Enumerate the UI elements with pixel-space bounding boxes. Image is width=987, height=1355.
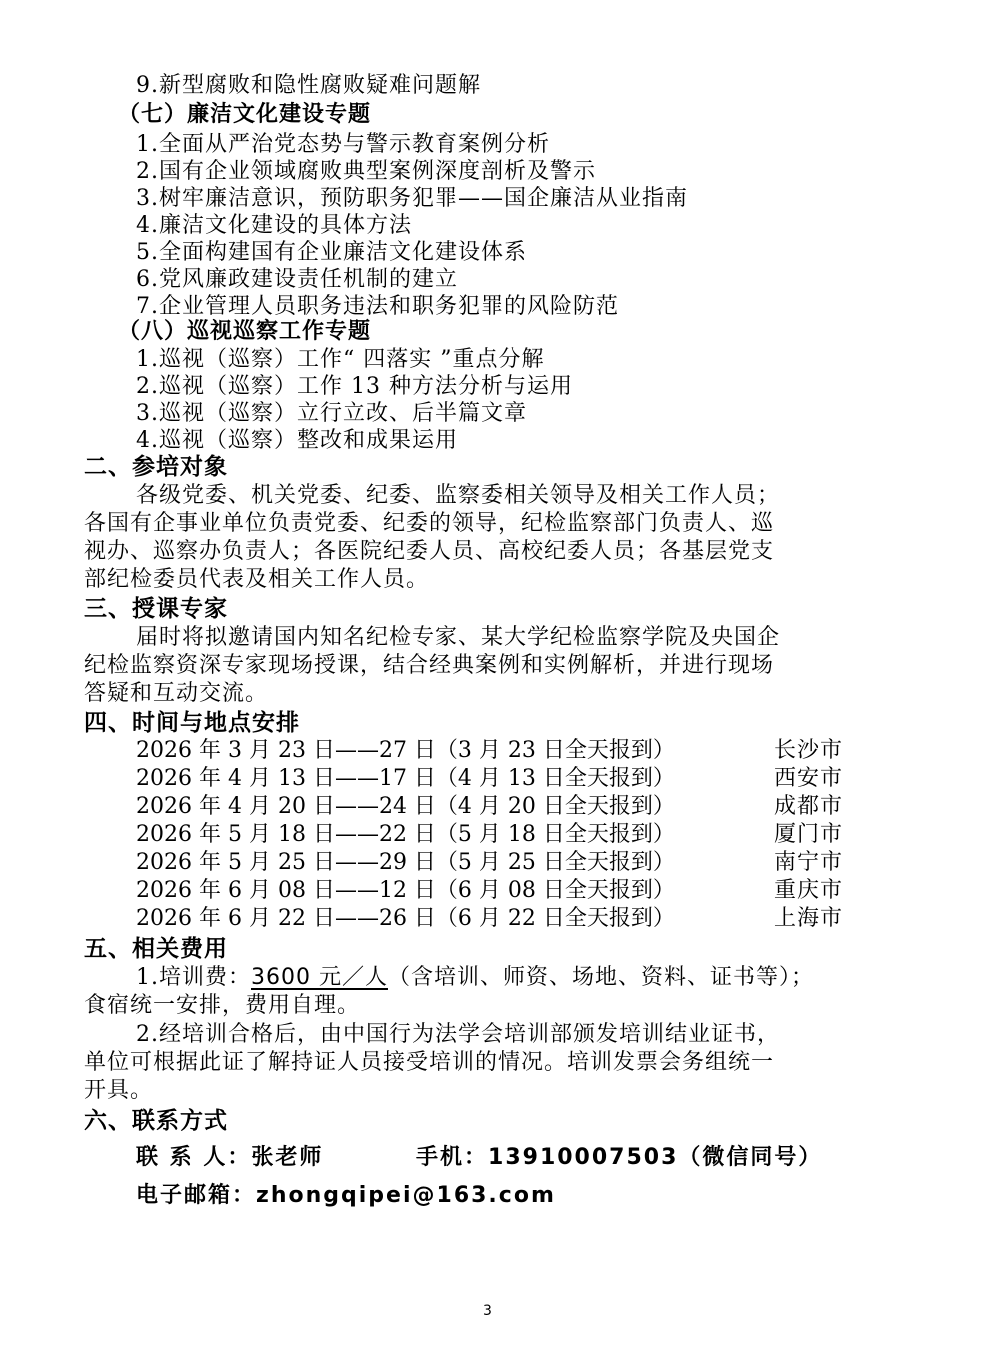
section-heading: 六、联系方式: [84, 1108, 228, 1134]
paragraph-line: 纪检监察资深专家现场授课，结合经典案例和实例解析，并进行现场: [84, 653, 775, 678]
contact-email-line: [136, 1178, 556, 1209]
list-item: 3.巡视（巡察）立行立改、后半篇文章: [136, 401, 527, 426]
contact-email-label: 电子邮箱：: [136, 1183, 257, 1208]
section-heading: 五、相关费用: [84, 936, 228, 962]
list-item: 4.廉洁文化建设的具体方法: [136, 213, 412, 238]
schedule-city: 南宁市: [774, 850, 844, 875]
paragraph-line: 单位可根据此证了解持证人员接受培训的情况。培训发票会务组统一: [84, 1050, 775, 1075]
paragraph-line: 2.经培训合格后，由中国行为法学会培训部颁发培训结业证书，: [136, 1022, 780, 1047]
fee-label: 1.培训费：: [136, 965, 251, 990]
list-item: 1.全面从严治党态势与警示教育案例分析: [136, 132, 550, 157]
schedule-date: 2026 年 4 月 20 日——24 日（4 月 20 日全天报到）: [136, 794, 675, 819]
list-item: 7.企业管理人员职务违法和职务犯罪的风险防范: [136, 294, 619, 319]
paragraph-line: 答疑和互动交流。: [84, 681, 269, 706]
schedule-date: 2026 年 5 月 25 日——29 日（5 月 25 日全天报到）: [136, 850, 675, 875]
contact-email[interactable]: zhongqipei@163.com: [256, 1183, 556, 1208]
contact-person: 张老师: [251, 1145, 324, 1170]
section-title: （八）巡视巡察工作专题: [118, 319, 372, 344]
schedule-date: 2026 年 6 月 08 日——12 日（6 月 08 日全天报到）: [136, 878, 675, 903]
fee-line: [136, 964, 814, 992]
contact-person-line: [136, 1140, 323, 1171]
schedule-date: 2026 年 5 月 18 日——22 日（5 月 18 日全天报到）: [136, 822, 675, 847]
fee-note: （含培训、师资、场地、资料、证书等）；: [387, 965, 814, 990]
paragraph-line: 各级党委、机关党委、纪委、监察委相关领导及相关工作人员；: [136, 483, 781, 508]
contact-phone[interactable]: 13910007503: [488, 1145, 679, 1170]
schedule-date: 2026 年 6 月 22 日——26 日（6 月 22 日全天报到）: [136, 906, 675, 931]
paragraph-line: 视办、巡察办负责人；各医院纪委人员、高校纪委人员；各基层党支: [84, 539, 775, 564]
schedule-date: 2026 年 4 月 13 日——17 日（4 月 13 日全天报到）: [136, 766, 675, 791]
list-item: 2.巡视（巡察）工作 13 种方法分析与运用: [136, 374, 573, 399]
section-heading: 三、授课专家: [84, 596, 228, 622]
paragraph-line: 届时将拟邀请国内知名纪检专家、某大学纪检监察学院及央国企: [136, 625, 781, 650]
list-item: 3.树牢廉洁意识，预防职务犯罪——国企廉洁从业指南: [136, 186, 688, 211]
schedule-city: 西安市: [774, 766, 844, 791]
schedule-city: 重庆市: [774, 878, 844, 903]
list-item: 2.国有企业领域腐败典型案例深度剖析及警示: [136, 159, 596, 184]
schedule-city: 上海市: [774, 906, 844, 931]
contact-phone-line: [416, 1140, 822, 1171]
schedule-city: 长沙市: [774, 738, 844, 763]
paragraph-line: 食宿统一安排，费用自理。: [84, 993, 361, 1018]
schedule-city: 厦门市: [774, 822, 844, 847]
list-item: 1.巡视（巡察）工作“ 四落实 ”重点分解: [136, 347, 545, 372]
paragraph-line: 部纪检委员代表及相关工作人员。: [84, 567, 430, 592]
contact-phone-label: 手机：: [416, 1145, 489, 1170]
list-item: 4.巡视（巡察）整改和成果运用: [136, 428, 458, 453]
fee-amount: 3600 元／人: [251, 965, 388, 990]
list-item: 5.全面构建国有企业廉洁文化建设体系: [136, 240, 527, 265]
paragraph-line: 各国有企事业单位负责党委、纪委的领导，纪检监察部门负责人、巡: [84, 511, 775, 536]
list-item: 9.新型腐败和隐性腐败疑难问题解: [136, 73, 481, 98]
contact-person-label: 联 系 人：: [136, 1145, 252, 1170]
section-heading: 四、时间与地点安排: [84, 710, 300, 736]
schedule-date: 2026 年 3 月 23 日——27 日（3 月 23 日全天报到）: [136, 738, 675, 763]
section-heading: 二、参培对象: [84, 454, 228, 480]
list-item: 6.党风廉政建设责任机制的建立: [136, 267, 458, 292]
contact-phone-note: （微信同号）: [678, 1145, 823, 1170]
section-title: （七）廉洁文化建设专题: [118, 102, 372, 127]
paragraph-line: 开具。: [84, 1078, 154, 1103]
page-number: 3: [483, 1303, 492, 1319]
schedule-city: 成都市: [774, 794, 844, 819]
